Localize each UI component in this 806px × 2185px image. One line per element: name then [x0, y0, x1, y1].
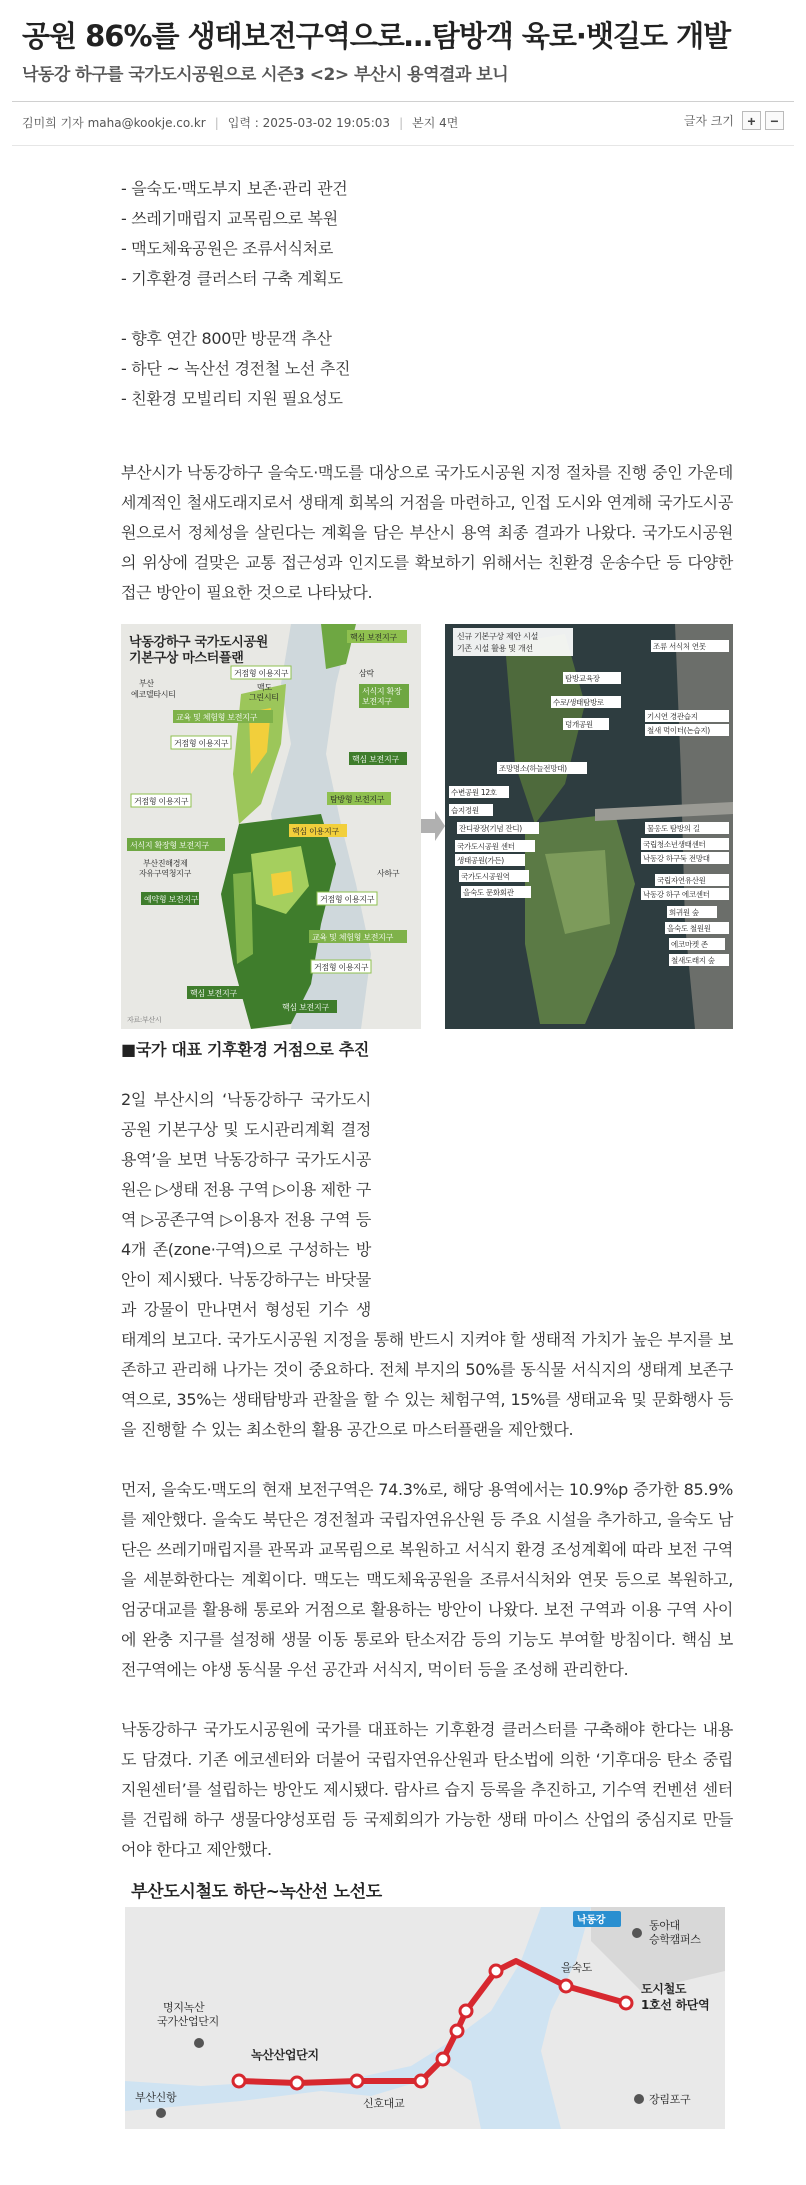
label-core2: 핵심 보전지구 — [352, 755, 399, 764]
print-page: 본지 4면 — [412, 116, 459, 130]
label-busan-newport: 부산신항 — [135, 2091, 177, 2104]
label-habitat-ext3: 서식지 확장형 보전지구 — [130, 841, 209, 850]
paragraph-1: 부산시가 낙동강하구 을숙도·맥도를 대상으로 국가도시공원 지정 절차를 진행 중인 가운데 세계적인 철새도래지로서 생태계 회복의 거점을 마련하고, 인접 도시와 연계해 국가도시공원으로서 정체성을 살린다는 계획을 담은 부산시 용역 최종 결과가 나왔다. 국가도시공원의 위상에 걸맞은 교통 접근성과 인지도를 확보하기 위해서는 친환경 운송수단 등 다양한 접근 방안이 필요한 것으로 나타났다. — [121, 463, 733, 602]
arrow-right-icon — [421, 624, 445, 1029]
article-body — [121, 174, 733, 2133]
divider-top — [12, 101, 794, 102]
poi-dot — [632, 1928, 642, 1938]
label-myeongji1: 명지녹산 — [163, 2001, 205, 2014]
sat-label-13: 국가도시공원역 — [461, 872, 510, 881]
label-sinho: 신호대교 — [363, 2097, 405, 2110]
label-tour: 탐방형 보전지구 — [330, 795, 385, 804]
label-seunghak: 승학캠퍼스 — [649, 1933, 701, 1946]
label-dong-a: 동아대 — [649, 1919, 680, 1932]
sat-label-10: 잔디광장(기념 잔디) — [459, 824, 522, 833]
sat-label-17: 낙동강 하구둑 전망대 — [643, 854, 710, 863]
station — [560, 1980, 572, 1992]
headline: 공원 86%를 생태보전구역으로…탐방객 육로·뱃길도 개발 — [22, 19, 731, 53]
label-sahagu: 사하구 — [377, 869, 400, 878]
label-greenbelt: 그린시티 — [249, 693, 279, 702]
masterplan-title-line2: 기본구상 마스터플랜 — [129, 651, 244, 666]
label-edu-exp2: 교육 및 체험형 보전지구 — [312, 933, 394, 942]
label-noksan: 녹산산업단지 — [251, 2048, 319, 2062]
satellite-header-line2: 기존 시설 활용 및 개선 — [457, 644, 533, 653]
divider-bottom — [12, 145, 794, 146]
route-map-title: 부산도시철도 하단~녹산선 노선도 — [131, 1882, 382, 1902]
sat-label-19: 낙동강 하구 에코센터 — [643, 890, 710, 899]
sat-label-5: 기시연 경관습지 — [647, 712, 698, 721]
label-metro-line2: 1호선 하단역 — [641, 1998, 710, 2012]
sat-label-7: 조망명소(하늘전망대) — [499, 764, 567, 773]
label-core-use: 핵심 이용지구 — [292, 827, 339, 836]
label-jangrim: 장림포구 — [649, 2093, 691, 2106]
label-core3: 핵심 보전지구 — [190, 989, 237, 998]
summary-item: - 친환경 모빌리티 지원 필요성도 — [121, 389, 343, 408]
sat-label-3: 수로/생태탐방로 — [553, 698, 604, 707]
sat-label-11: 국가도시공원 센터 — [457, 842, 515, 851]
label-maekdo: 맥도 — [257, 683, 272, 692]
poi-dot — [194, 2038, 204, 2048]
label-eco-park: 에코델타시티 — [131, 690, 176, 699]
sat-label-20: 희귀원 숲 — [669, 908, 699, 917]
paragraph-2: 2일 부산시의 ‘낙동강하구 국가도시공원 기본구상 및 도시관리계획 결정 용역’을 보면 낙동강하구 국가도시공원은 ▷생태 전용 구역 ▷이용 제한 구역 ▷공존구역 ▷이용자 전용 구역 등 4개 존(zone·구역)으로 구성하는 방안이 제시됐다. 낙동강하구는 바닷물과 강물이 만나면서 형성된 기수 생태계의 보고다. 국가도시공원 지정을 통해 반드시 지켜야 할 생태적 가치가 높은 부지를 보존하고 관리해 나가는 것이 중요하다. 전체 부지의 50%를 동식물 서식지의 생태계 보존구역으로, 35%는 생태탐방과 관찰을 할 수 있는 체험구역, 15%를 생태교육 및 문화행사 등을 진행할 수 있는 최소한의 활용 공간으로 마스터플랜을 제안했다. — [121, 1090, 733, 1439]
label-bird2: 자유구역청지구 — [139, 869, 191, 878]
font-increase-button[interactable]: + — [742, 111, 761, 130]
subheadline: 낙동강 하구를 국가도시공원으로 시즌3 <2> 부산시 용역결과 보니 — [22, 65, 509, 85]
sat-label-18: 국립자연유산원 — [657, 876, 706, 885]
sat-label-6: 철새 먹이터(논습지) — [647, 726, 710, 735]
label-habitat-ext: 서식지 확장 — [362, 687, 402, 696]
sat-label-21: 을숙도 철원원 — [667, 924, 711, 933]
summary-item: - 하단 ~ 녹산선 경전철 노선 추진 — [121, 359, 351, 378]
label-core1: 핵심 보전지구 — [350, 633, 397, 642]
route-map-figure — [121, 1881, 733, 2133]
label-bird: 부산진해경제 — [143, 859, 188, 868]
sat-label-22: 에코마켓 존 — [671, 940, 708, 949]
sat-label-1: 조류 서식처 연못 — [653, 642, 706, 651]
label-wetland: 예약형 보전지구 — [144, 895, 199, 904]
sat-label-8: 수변공원 12호 — [451, 788, 497, 797]
station — [437, 2053, 449, 2065]
label-habitat-ext2: 보전지구 — [362, 697, 392, 706]
inline-photo — [393, 1089, 733, 1304]
published-date: 입력 : 2025-03-02 19:05:03 — [227, 116, 391, 130]
station — [291, 2077, 303, 2089]
font-size-control — [684, 111, 784, 130]
station — [233, 2075, 245, 2087]
label-use5: 거점형 이용지구 — [314, 963, 369, 972]
sat-label-23: 철새도래지 숲 — [671, 956, 715, 965]
label-use3: 거점형 이용지구 — [134, 797, 189, 806]
label-edu-exp1: 교육 및 체험형 보전지구 — [176, 713, 258, 722]
section-heading: ■국가 대표 기후환경 거점으로 추진 — [121, 1040, 370, 1059]
station — [451, 2025, 463, 2037]
paragraph-3: 먼저, 을숙도·맥도의 현재 보전구역은 74.3%로, 해당 용역에서는 10.9%p 증가한 85.9%를 제안했다. 을숙도 북단은 경전철과 국립자연유산원 등 주요 시설을 추가하고, 을숙도 남단은 쓰레기매립지를 관목과 교목림으로 복원하고 서식지 환경 조성계획에 따라 보전 구역을 세분화한다는 계획이다. 맥도는 맥도체육공원을 조류서식처와 연못 등으로 복원하고, 엄궁대교를 활용해 통로와 거점으로 활용하는 방안이 나왔다. 보전 구역과 이용 구역 사이에 완충 지구를 설정해 생물 이동 통로와 탄소저감 등의 기능도 부여할 방침이다. 핵심 보전구역에는 야생 동식물 우선 공간과 서식지, 먹이터 등을 조성해 관리한다. — [121, 1480, 733, 1679]
sat-label-4: 덩개공원 — [565, 720, 593, 729]
masterplan-title-line1: 낙동강하구 국가도시공원 — [129, 635, 269, 650]
masterplan-figure — [121, 624, 733, 1029]
station — [490, 1965, 502, 1977]
label-river: 낙동강 — [577, 1915, 606, 1926]
label-eulsukdo: 을숙도 — [561, 1961, 592, 1974]
label-use4: 거점형 이용지구 — [320, 895, 375, 904]
satellite-header-line1: 신규 기본구상 제안 시설 — [457, 632, 539, 641]
station — [460, 2005, 472, 2017]
sat-label-16: 국립청소년생태센터 — [643, 840, 706, 849]
summary-item: - 을숙도·맥도부지 보존·관리 관건 — [121, 179, 348, 198]
article-meta: 김미희 기자 maha@kookje.co.kr | 입력 : 2025-03-02 19:05:03 | 본지 4면 — [22, 116, 459, 130]
poi-dot — [156, 2108, 166, 2118]
label-samrak: 삼락 — [359, 669, 374, 678]
summary-item: - 쓰레기매립지 교목림으로 복원 — [121, 209, 338, 228]
paragraph-4: 낙동강하구 국가도시공원에 국가를 대표하는 기후환경 클러스터를 구축해야 한다는 내용도 담겼다. 기존 에코센터와 더불어 국립자연유산원과 탄소법에 의한 ‘기후대응 탄소 중립지원센터’를 설립하는 방안도 제시됐다. 람사르 습지 등록을 추진하고, 기수역 컨벤션 센터를 건립해 하구 생물다양성포럼 등 국제회의가 가능한 생태 마이스 산업의 중심지로 만들어야 한다고 제안했다. — [121, 1720, 733, 1859]
font-decrease-button[interactable]: − — [765, 111, 784, 130]
sat-label-15: 물옹도 탐방의 길 — [647, 824, 700, 833]
label-busan: 부산 — [139, 679, 154, 688]
byline: 김미희 기자 maha@kookje.co.kr — [22, 116, 206, 130]
label-use1: 거점형 이용지구 — [234, 669, 289, 678]
label-metro-line1: 도시철도 — [641, 1982, 687, 1996]
satellite-photo — [445, 624, 733, 1029]
sat-label-2: 탐방교육장 — [565, 674, 600, 683]
station — [351, 2075, 363, 2087]
sat-label-12: 생태공원(가든) — [457, 856, 504, 865]
figure-credit: 자료:부산시 — [127, 1016, 162, 1024]
station — [620, 1997, 632, 2009]
sat-label-9: 습지정원 — [451, 806, 479, 815]
sat-label-14: 을숙도 문화회관 — [463, 888, 514, 897]
summary-item: - 기후환경 클러스터 구축 계획도 — [121, 269, 343, 288]
summary-item: - 맥도체육공원은 조류서식처로 — [121, 239, 334, 258]
poi-dot — [634, 2094, 644, 2104]
masterplan-map — [121, 624, 421, 1029]
label-use2: 거점형 이용지구 — [174, 739, 229, 748]
font-size-label: 글자 크기 — [683, 114, 734, 128]
label-core4: 핵심 보전지구 — [282, 1003, 329, 1012]
summary-item: - 향후 연간 800만 방문객 추산 — [121, 329, 332, 348]
station — [415, 2075, 427, 2087]
label-myeongji2: 국가산업단지 — [157, 2015, 219, 2028]
